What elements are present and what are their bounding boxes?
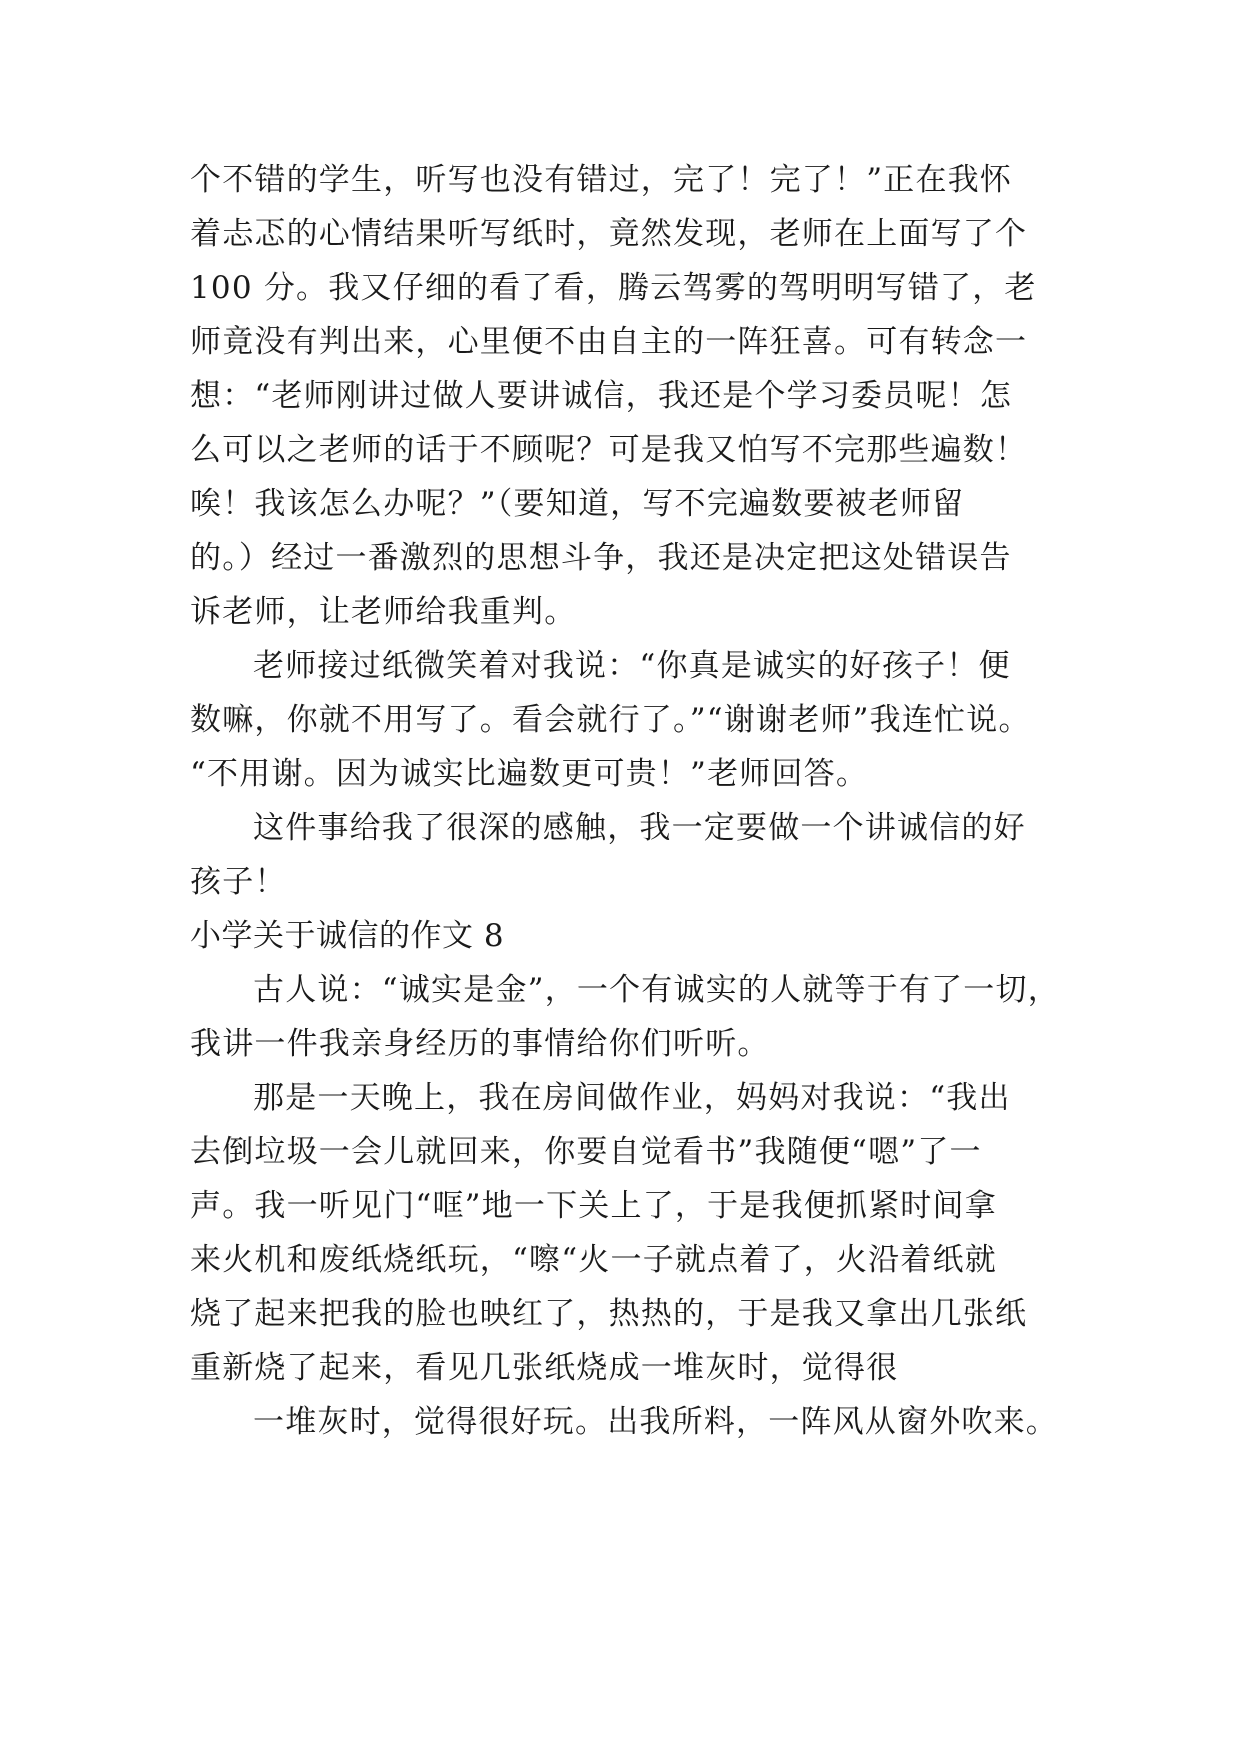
paragraph-first-line: 那是一天晚上，我在房间做作业，妈妈对我说：“我出 (253, 1080, 1011, 1116)
text-line: 去倒垃圾一会儿就回来，你要自觉看书”我随便“嗯”了一 (190, 1134, 982, 1170)
text-line: 重新烧了起来，看见几张纸烧成一堆灰时，觉得很 (190, 1350, 899, 1386)
text-line: 声。我一听见门“哐”地一下关上了，于是我便抓紧时间拿 (190, 1188, 997, 1224)
text-line: 数嘛，你就不用写了。看会就行了。”“谢谢老师”我连忙说。 (190, 702, 1031, 738)
text-line: 想：“老师刚讲过做人要讲诚信，我还是个学习委员呢！怎 (190, 378, 1013, 414)
text-line: 我讲一件我亲身经历的事情给你们听听。 (190, 1026, 770, 1062)
text-line: 么可以之老师的话于不顾呢？可是我又怕写不完那些遍数！ (190, 432, 1028, 468)
text-line: 师竟没有判出来，心里便不由自主的一阵狂喜。可有转念一 (190, 324, 1028, 360)
paragraph-first-line: 古人说：“诚实是金”，一个有诚实的人就等于有了一切， (253, 972, 1060, 1008)
text-line: 来火机和废纸烧纸玩，“嚓“火一子就点着了，火沿着纸就 (190, 1242, 997, 1278)
paragraph-first-line: 这件事给我了很深的感触，我一定要做一个讲诚信的好 (253, 810, 1026, 846)
text-line: 烧了起来把我的脸也映红了，热热的，于是我又拿出几张纸 (190, 1296, 1028, 1332)
text-line: 孩子！ (190, 864, 287, 900)
section-heading: 小学关于诚信的作文 8 (190, 918, 505, 954)
paragraph-first-line: 一堆灰时，觉得很好玩。出我所料，一阵风从窗外吹来。 (253, 1404, 1058, 1440)
text-line: 个不错的学生，听写也没有错过，完了！完了！”正在我怀 (190, 162, 1013, 198)
text-line: “不用谢。因为诚实比遍数更可贵！”老师回答。 (190, 756, 869, 792)
text-line: 的。）经过一番激烈的思想斗争，我还是决定把这处错误告 (190, 540, 1012, 576)
text-line: 唉！我该怎么办呢？”（要知道，写不完遍数要被老师留 (190, 486, 965, 522)
text-line: 100 分。我又仔细的看了看，腾云驾雾的驾明明写错了，老 (190, 270, 1037, 306)
text-line: 诉老师，让老师给我重判。 (190, 594, 577, 630)
text-line: 着忐忑的心情结果听写纸时，竟然发现，老师在上面写了个 (190, 216, 1028, 252)
paragraph-first-line: 老师接过纸微笑着对我说：“你真是诚实的好孩子！便 (253, 648, 1011, 684)
